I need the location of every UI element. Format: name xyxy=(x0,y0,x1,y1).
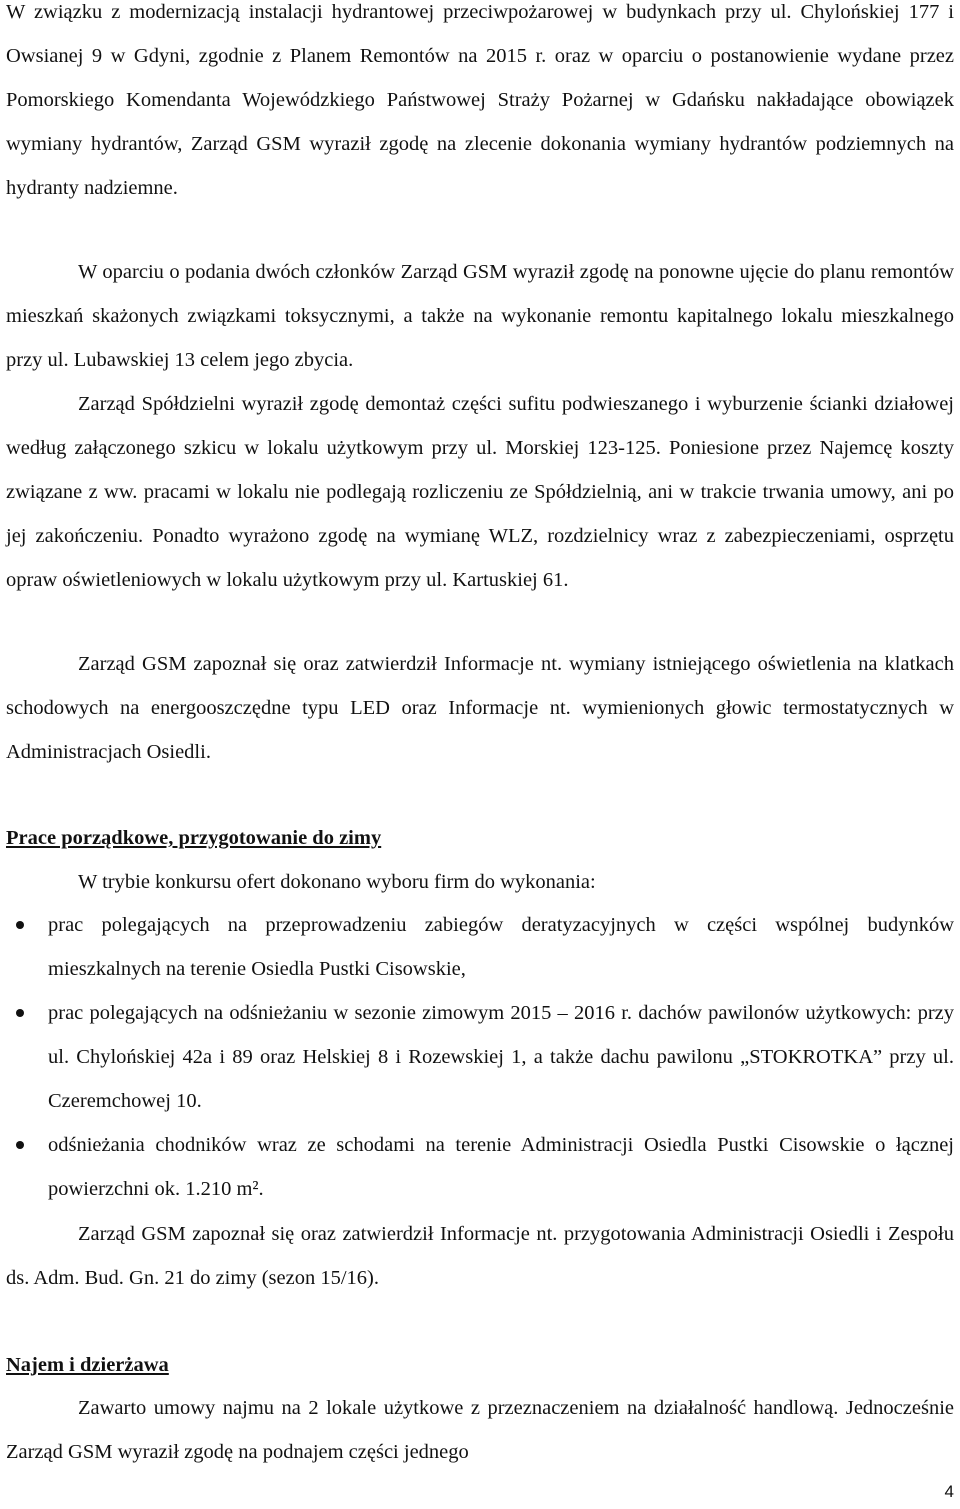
list-item xyxy=(0,991,954,1123)
list-item xyxy=(0,1123,954,1211)
section-heading-cleaning: Prace porządkowe, przygotowanie do zimy xyxy=(6,827,382,849)
paragraph-lighting: Zarząd GSM zapoznał się oraz zatwierdził Informacje nt. wymiany istniejącego oświetlenia na klatkach schodowych na energooszczędne typu LED oraz Informacje nt. wymienionych głowic termostatycznych w Administracjach Osiedli. xyxy=(6,653,954,763)
paragraph-contest-intro: W trybie konkursu ofert dokonano wyboru firm do wykonania: xyxy=(78,871,596,893)
list-item xyxy=(0,903,954,991)
bullet-icon xyxy=(16,1141,24,1149)
paragraph-renovation: W oparciu o podania dwóch członków Zarząd GSM wyraził zgodę na ponowne ujęcie do planu remontów mieszkań skażonych związkami toksycznymi, a także na wykonanie remontu kapitalnego lokalu mieszkalnego przy ul. Lubawskiej 13 celem jego zbycia. xyxy=(6,261,954,371)
bullet-icon xyxy=(16,1009,24,1017)
bullet-icon xyxy=(16,921,24,929)
list-item-text: prac polegających na przeprowadzeniu zabiegów deratyzacyjnych w części wspólnej budynków mieszkalnych na terenie Osiedla Pustki Cisowskie, xyxy=(48,914,954,980)
list-item-text: odśnieżania chodników wraz ze schodami na terenie Administracji Osiedla Pustki Cisowskie o łącznej powierzchni ok. 1.210 m². xyxy=(48,1134,954,1200)
page-number: 4 xyxy=(944,1482,954,1501)
section-heading-lease: Najem i dzierżawa xyxy=(6,1354,169,1376)
bullet-list xyxy=(0,903,960,1211)
list-item-text: prac polegających na odśnieżaniu w sezonie zimowym 2015 – 2016 r. dachów pawilonów użytkowych: przy ul. Chylońskiej 42a i 89 oraz Helskiej 8 i Rozewskiej 1, a także dachu pawilonu „STOKROTKA” przy ul. Czeremchowej 10. xyxy=(48,1002,954,1112)
paragraph-ceiling: Zarząd Spółdzielni wyraził zgodę demontaż części sufitu podwieszanego i wyburzenie ścianki działowej według załączonego szkicu w lokalu użytkowym przy ul. Morskiej 123-125. Poniesione przez Najemcę koszty związane z ww. pracami w lokalu nie podlegają rozliczeniu ze Spółdzielnią, ani w trakcie trwania umowy, ani po jej zakończeniu. Ponadto wyrażono zgodę na wymianę WLZ, rozdzielnicy wraz z zabezpieczeniami, osprzętu opraw oświetleniowych w lokalu użytkowym przy ul. Kartuskiej 61. xyxy=(6,393,954,591)
paragraph-hydrants: W związku z modernizacją instalacji hydrantowej przeciwpożarowej w budynkach przy ul. Chylońskiej 177 i Owsianej 9 w Gdyni, zgodnie z Planem Remontów na 2015 r. oraz w oparciu o postanowienie wydane przez Pomorskiego Komendanta Wojewódzkiego Państwowej Straży Pożarnej w Gdańsku nakładające obowiązek wymiany hydrantów, Zarząd GSM wyraził zgodę na zlecenie dokonania wymiany hydrantów podziemnych na hydranty nadziemne. xyxy=(6,1,954,199)
paragraph-winter: Zarząd GSM zapoznał się oraz zatwierdził Informacje nt. przygotowania Administracji Osiedli i Zespołu ds. Adm. Bud. Gn. 21 do zimy (sezon 15/16). xyxy=(6,1223,954,1289)
paragraph-lease: Zawarto umowy najmu na 2 lokale użytkowe z przeznaczeniem na działalność handlową. Jednocześnie Zarząd GSM wyraził zgodę na podnajem części jednego xyxy=(6,1397,954,1463)
